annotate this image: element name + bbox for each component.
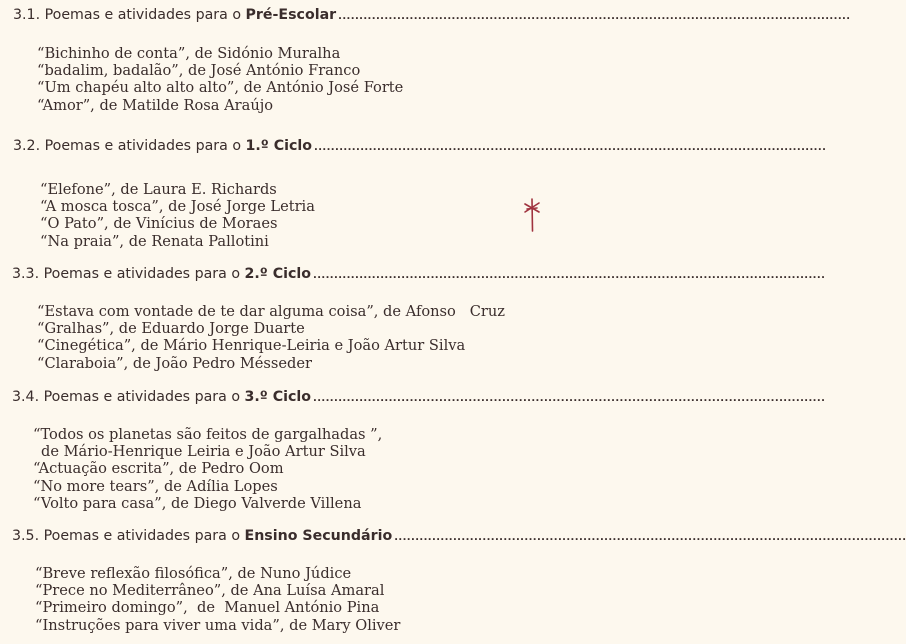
section-number: 3.3. xyxy=(12,266,40,282)
section-heading xyxy=(13,6,851,26)
section-preescolar xyxy=(0,6,851,114)
list-item: “Instruções para viver uma vida”, de Mary Oliver xyxy=(35,616,401,634)
list-item: de Mário-Henrique Leiria e João Artur Silva xyxy=(41,443,366,461)
section-heading xyxy=(13,137,827,157)
list-item: “badalim, badalão”, de José António Franco xyxy=(37,62,361,80)
section-lead: Poemas e atividades para o xyxy=(44,7,246,23)
list-item: “Actuação escrita”, de Pedro Oom xyxy=(33,460,284,478)
section-number: 3.1. xyxy=(13,7,41,23)
section-1-ciclo xyxy=(0,137,827,250)
poem-list xyxy=(12,426,546,512)
list-item: “O Pato”, de Vinícius de Moraes xyxy=(40,215,278,233)
section-emphasis: Ensino Secundário xyxy=(244,528,393,544)
leader-dots: .......................................................................................................................... xyxy=(313,270,826,281)
leader-dots: .......................................................................................................................... xyxy=(394,532,906,543)
list-item: “Elefone”, de Laura E. Richards xyxy=(40,181,277,198)
poem-list xyxy=(13,45,546,114)
section-secundario xyxy=(0,527,906,634)
list-item: “Todos os planetas são feitos de gargalhadas ”, xyxy=(33,426,383,443)
list-item: “Amor”, de Matilde Rosa Araújo xyxy=(37,96,274,114)
list-item: “Breve reflexão filosófica”, de Nuno Júdice xyxy=(35,565,352,582)
leader-dots: .......................................................................................................................... xyxy=(314,142,827,153)
list-item: “Volto para casa”, de Diego Valverde Villena xyxy=(33,494,362,512)
section-emphasis: Pré-Escolar xyxy=(245,7,337,23)
poem-list xyxy=(13,181,546,250)
list-item: “Prece no Mediterrâneo”, de Ana Luísa Amaral xyxy=(35,582,385,600)
leader-dots: .......................................................................................................................... xyxy=(313,393,826,404)
section-heading xyxy=(12,527,906,547)
list-item: “Cinegética”, de Mário Henrique-Leiria e João Artur Silva xyxy=(37,337,466,355)
poem-list xyxy=(12,565,546,634)
list-item: “Na praia”, de Renata Pallotini xyxy=(40,232,269,250)
section-heading xyxy=(12,388,826,408)
list-item: “Um chapéu alto alto alto”, de António José Forte xyxy=(37,79,404,97)
asterisk-doodle-icon xyxy=(523,198,541,232)
list-item: “A mosca tosca”, de José Jorge Letria xyxy=(40,198,315,216)
list-item: “No more tears”, de Adília Lopes xyxy=(33,477,278,495)
section-lead: Poemas e atividades para o xyxy=(43,266,245,282)
section-2-ciclo xyxy=(0,265,826,372)
section-number: 3.5. xyxy=(12,528,40,544)
section-emphasis: 2.º Ciclo xyxy=(244,266,312,282)
section-lead: Poemas e atividades para o xyxy=(44,138,246,154)
leader-dots: .......................................................................................................................... xyxy=(338,11,851,22)
section-3-ciclo xyxy=(0,388,826,512)
section-emphasis: 3.º Ciclo xyxy=(244,389,312,405)
list-item: “Gralhas”, de Eduardo Jorge Duarte xyxy=(37,320,305,338)
list-item: “Bichinho de conta”, de Sidónio Muralha xyxy=(37,45,341,62)
section-emphasis: 1.º Ciclo xyxy=(245,138,313,154)
poem-list xyxy=(12,303,546,372)
list-item: “Primeiro domingo”, de Manuel António Pina xyxy=(35,599,380,617)
section-lead: Poemas e atividades para o xyxy=(43,389,245,405)
section-number: 3.2. xyxy=(13,138,41,154)
section-heading xyxy=(12,265,826,285)
list-item: “Claraboia”, de João Pedro Mésseder xyxy=(37,354,312,372)
section-number: 3.4. xyxy=(12,389,40,405)
section-lead: Poemas e atividades para o xyxy=(43,528,245,544)
list-item: “Estava com vontade de te dar alguma coisa”, de Afonso Cruz xyxy=(37,303,505,320)
